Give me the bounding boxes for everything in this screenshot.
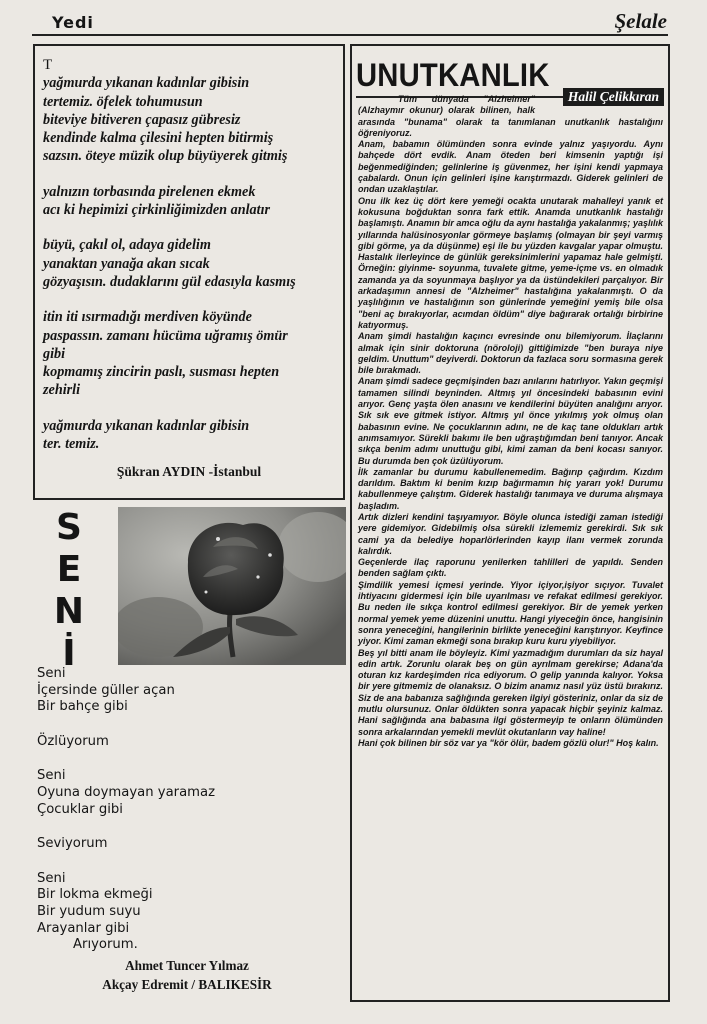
poem-line: Seni xyxy=(37,768,66,784)
rose-image-icon xyxy=(118,507,346,665)
poem-line: Özlüyorum xyxy=(37,733,109,749)
stanza-gap xyxy=(43,166,335,183)
poem-box xyxy=(33,44,345,500)
poem-line: kopmamış zincirin paslı, susması hepten xyxy=(43,364,280,381)
magazine-name: Şelale xyxy=(614,9,667,33)
poem-line: İçersinde güller açan xyxy=(37,682,175,698)
poem-line: Seni xyxy=(37,870,66,886)
poem-signature: Şükran AYDIN -İstanbul xyxy=(116,464,262,479)
article-paragraph: Geçenlerde ilaç raporunu yenilerken tahlilleri de yapıldı. Senden benden sağlam çıktı. xyxy=(358,557,663,579)
poem-line: biteviye bitiveren çapasız gübresiz xyxy=(43,111,241,128)
stanza-gap xyxy=(43,291,335,308)
poem-line: Arayanlar gibi xyxy=(37,920,130,936)
poem2-location: Akçay Edremit / BALIKESİR xyxy=(102,977,272,992)
poem-line: Arıyorum. xyxy=(73,937,138,953)
article-title: UNUTKANLIK xyxy=(356,57,550,93)
poem-line: tertemiz. öfelek tohumusun xyxy=(43,93,203,110)
poem-line: ter. temiz. xyxy=(43,436,100,453)
stanza-gap xyxy=(37,750,337,768)
stanza-gap xyxy=(37,818,337,836)
title-letter: S xyxy=(56,507,82,548)
title-letter: E xyxy=(56,549,82,590)
rose-photo xyxy=(118,507,346,665)
article-box xyxy=(350,44,670,1002)
article-paragraph: Onu ilk kez üç dört kere yemeği ocakta unutarak mahalleyi yanık et kokusuna boğduktan sonra fark ettik. Anamda unutkanlık hastalığı başlamıştı. Anamın bir amca oğlu da aynı hastalığa yakalanmış; yaşlılık yıllarında halüsinosyonlar görmeye başlamış (olmayan bir şeyi varmış gibi görme, ya da düşünme) eşi ile bu yüzden kavgalar yapar olmuştu. Hastalık ilerleyince de günlük gereksinimlerini yapamaz hale gelmişti. Örneğin: giyinme- soyunma, tuvalete gitme, yeme-içme vs. en olmadık zamanda ya da soyunmaya başlıyor ya da üstündekileri parçalıyor. Bir arkadaşımın annesi de "Alzheimer" hastalığına yakalanmıştı. O da yaşlılığının ve hastalığının son günlerinde yemeğini yemiş bile olsa "beni aç bırakıyorlar, acımdan öldüm" diye bağırarak ortalığı birbirine katıyormuş. xyxy=(358,195,663,330)
article-body xyxy=(358,94,663,749)
poem-line: yağmurda yıkanan kadınlar gibisin xyxy=(43,75,250,92)
poem2-author: Ahmet Tuncer Yılmaz xyxy=(125,958,249,973)
poem2-lines xyxy=(37,666,337,954)
poem-line: Çocuklar gibi xyxy=(37,801,123,817)
poem-line: acı ki hepimizi çirkinliğimizden anlatır xyxy=(43,202,271,219)
poem-line: gözyaşısın. dudaklarını gül edasıyla kasmış xyxy=(43,273,296,290)
article-paragraph: İlk zamanlar bu durumu kabullenemedim. Bağırıp çağırdım. Kızdım darıldım. Baktım ki benim kızıp bağırmamın hiç yararı yok! Durumu kabullenmeye çalıştım. Giderek hastalığı tanımaya ve duruma alışmaya başladım. xyxy=(358,466,663,511)
stanza-gap xyxy=(43,219,335,236)
poem-line: Bir yudum suyu xyxy=(37,903,141,919)
poem-line: yalnızın torbasında pirelenen ekmek xyxy=(43,183,256,200)
page-name: Yedi xyxy=(52,13,94,32)
poem-line: Seviyorum xyxy=(37,836,108,852)
poem-lines xyxy=(43,56,335,453)
author-spacer xyxy=(535,94,663,106)
poem-line: sazsın. öteye müzik olup büyüyerek gitmiş xyxy=(43,148,288,165)
poem-line: büyü, çakıl ol, adaya gidelim xyxy=(43,237,211,254)
vertical-title xyxy=(44,507,94,675)
poem-line: zehirli xyxy=(43,382,81,399)
poem-line: kendinde kalma çilesini hepten bitirmiş xyxy=(43,130,274,147)
poem-line: Seni xyxy=(37,666,66,681)
poem-line: Bir bahçe gibi xyxy=(37,699,128,715)
article-paragraph: Anam, babamın ölümünden sonra evinde yalnız yaşıyordu. Aynı bahçede dört evdik. Anam öteden beri kimsenin yaptığı işi beğenmediğinden; gelinlerine iş güvenmez, her işini kendi yapmaya çabalardı. Onun için gelinleri işine karıştırmazdı. Giderek gelinleri de ondan uzaklaştılar. xyxy=(358,139,663,195)
poem-line: itin iti ısırmadığı merdiven köyünde xyxy=(43,309,252,326)
poem-line: yanaktan yanağa akan sıcak xyxy=(43,255,210,272)
header-rule xyxy=(32,34,668,36)
article-paragraph: Anam şimdi sadece geçmişinden bazı anılarını hatırlıyor. Yakın geçmişi tamamen silindi beyninden. Altmış yıl öncesindeki babasının evini arıyor. Genç yaşta ölen anasını ve kendilerini büyüten analığını arıyor. Sık sık eve gitmek istiyor. Altmış yıl önce yıkılmış yok olmuş olan babasının evine. Ne çocuklarının adını, ne de kaç tane oldukları artık anımsamıyor. Sürekli bakımı ile ben uğraştığımdan beni tanıyor. Ancak sıkça benim adımı unuttuğu gibi, kimi zaman da beni kocası sanıyor. Bu durumda ben çok üzülüyorum. xyxy=(358,376,663,466)
article-paragraph: Artık dizleri kendini taşıyamıyor. Böyle olunca istediği zaman istediği yere gidemiyor. Gidebilmiş olsa sürekli izlememiz gerekirdi. Sık sık cami ya da belediye hoparlörlerinden kayıp ilanı vermek zorunda kalırdık. xyxy=(358,511,663,556)
article-paragraph: Anam şimdi hastalığın kaçıncı evresinde onu bilemiyorum. İlaçlarını almak için sinir doktoruna (nöroloji) gittiğimizde "ben buraya niye geldim. Unuttum" deyiverdi. Doktorun da fazlaca soru sormasına gerek bile bırakmadı. xyxy=(358,331,663,376)
article-paragraph: Beş yıl bitti anam ile böyleyiz. Kimi yazmadığım durumları da siz hayal edin artık. Zorunlu olarak beş on gün ayrılmam gerekirse; Adana'da oturan kız kardeşimden rica ediyorum. O gelip yanında kalıyor. Yoksa bir yere gitmemiz de olanaksız. O bizim anamız nasıl yüz üstü bırakırız. Siz de ana babanıza sağlığında gereken ilgiyi gösteriniz, onlar da siz de mutlu olursunuz. Onlar öldükten sonra yapacak hiçbir şeyiniz kalmaz. Hani sağlığında ana babasına ilgi göstermeyip te onların ölümünden sonra arkalarından yemekli mevlüt okutanların vay haline! xyxy=(358,647,663,737)
article-paragraph: Tüm dünyada "Alzheimer" (Alzhaymır okunur) olarak bilinen, halk arasında "bunama" olarak ta tanımlanan unutkanlık hastalığını öğreniyoruz. xyxy=(358,94,663,138)
article-author: Halil Çelikkıran xyxy=(563,88,664,106)
title-letter: N xyxy=(53,591,85,632)
stanza-gap xyxy=(43,400,335,417)
poem-line: Oyuna doymayan yaramaz xyxy=(37,784,216,800)
article-paragraph: Hani çok bilinen bir söz var ya "kör ölür, badem gözlü olur!" Hoş kalın. xyxy=(358,737,659,748)
poem-line: yağmurda yıkanan kadınlar gibisin xyxy=(43,417,250,434)
poem-line: paspassın. zamanı hücüma uğramış ömür xyxy=(43,327,288,344)
poem-line: Bir lokma ekmeği xyxy=(37,887,153,903)
article-paragraph: Şimdilik yemesi içmesi yerinde. Yiyor içiyor,işiyor sıçıyor. Tuvalet ihtiyacını gidermesi için bile uyarılması ve refakat edilmesi gerekiyor. Bu neden ile sıkça kontrol edilmesi gerekiyor. Bir de yemek yerken normal yemek yeme düzenini unuttu. Hangi yiyeceğin önce, hangisinin sonra yeneceğini, hangilerinin birlikte yeneceğini karıştırıyor. Keyfince yiyor. Kimi zaman ekmeği sona bırakıp kuru kuru yiyebiliyor. xyxy=(358,579,663,647)
stanza-gap xyxy=(37,716,337,734)
title-letter: İ xyxy=(62,633,76,674)
poem-line: T xyxy=(43,57,53,73)
stanza-gap xyxy=(37,853,337,871)
poem-line: gibi xyxy=(43,345,66,362)
